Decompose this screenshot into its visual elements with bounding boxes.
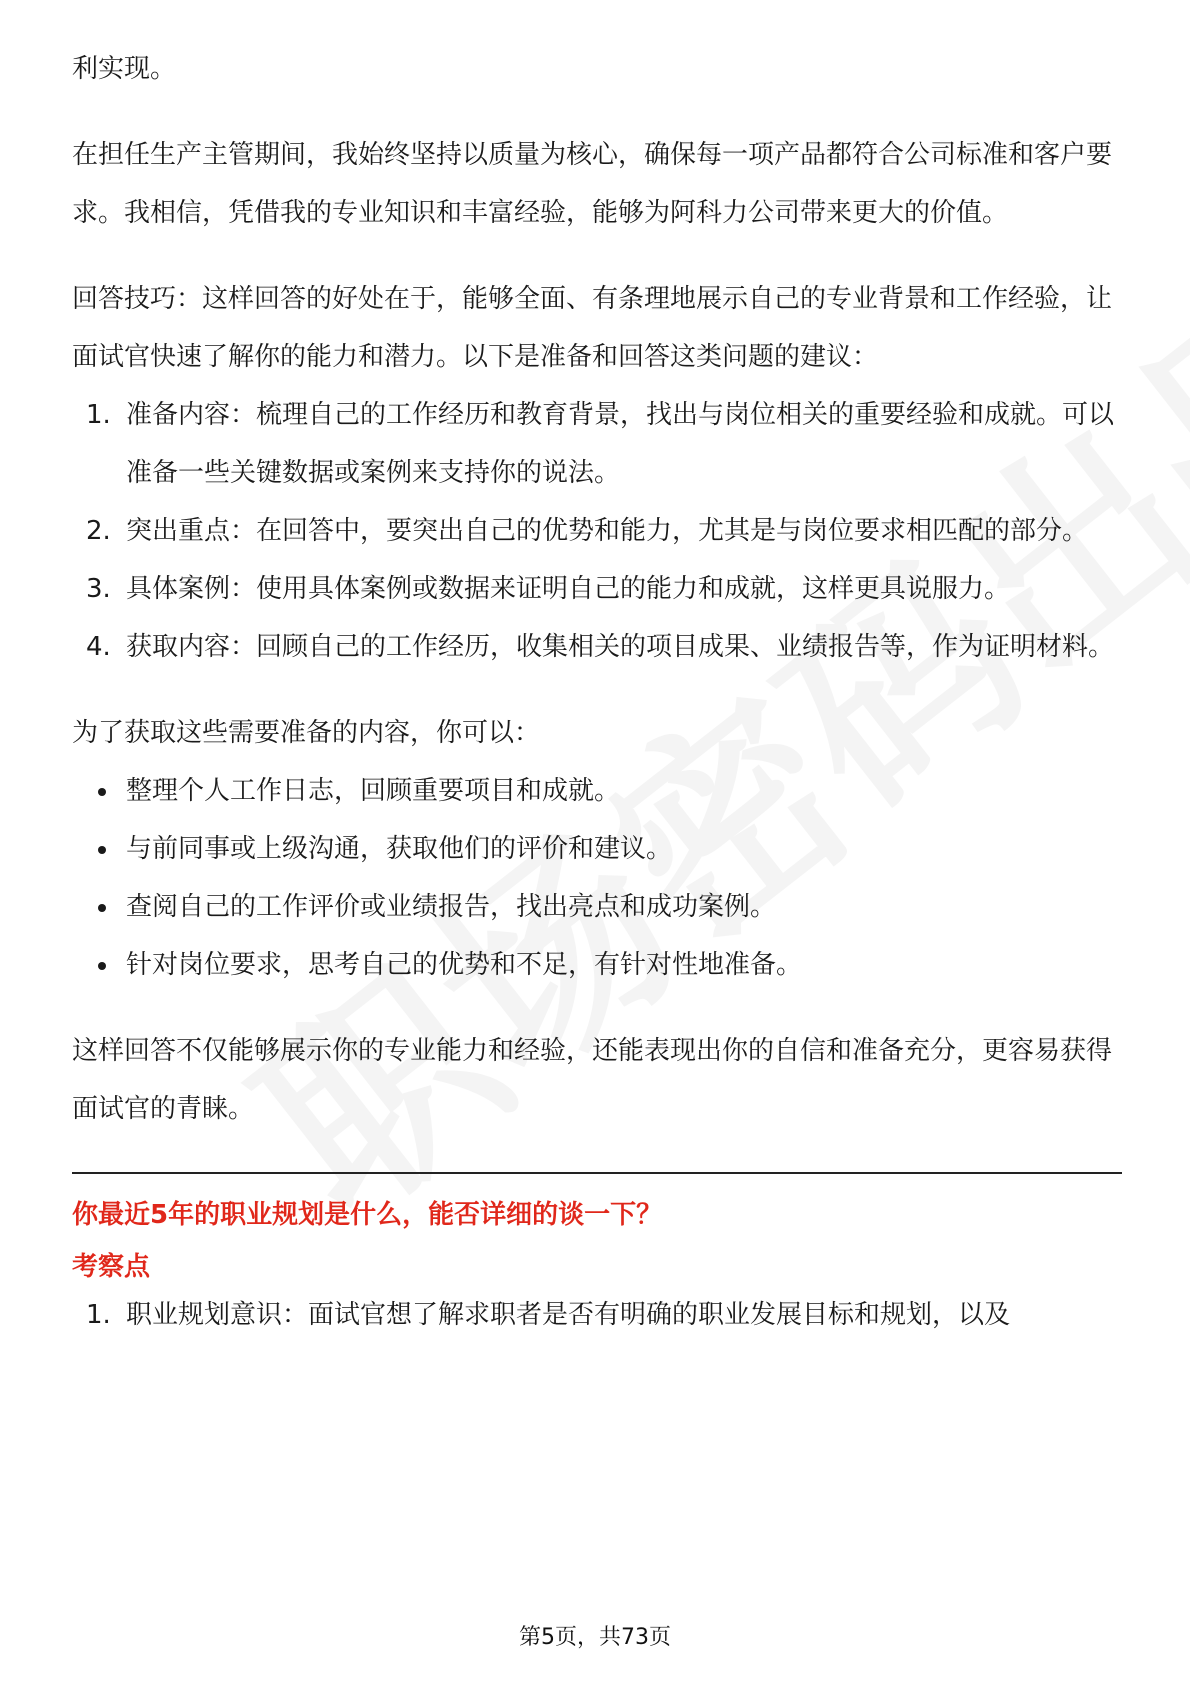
bullet-dot-icon: [98, 904, 106, 912]
bullet-item: [72, 762, 1122, 820]
page-footer: 第5页，共73页: [519, 1625, 671, 1650]
focus-points-list: [72, 1286, 1122, 1344]
bullet-item-text: 针对岗位要求，思考自己的优势和不足，有针对性地准备。: [126, 950, 803, 980]
list-item: [72, 560, 1122, 618]
bullet-item-text: 查阅自己的工作评价或业绩报告，找出亮点和成功案例。: [126, 892, 777, 922]
list-item-text: 突出重点：在回答中，要突出自己的优势和能力，尤其是与岗位要求相匹配的部分。: [126, 516, 1089, 546]
bullet-dot-icon: [98, 962, 106, 970]
list-item-text: 准备内容：梳理自己的工作经历和教育背景，找出与岗位相关的重要经验和成就。可以准备一些关键数据或案例来支持你的说法。: [126, 400, 1115, 488]
list-item-text: 获取内容：回顾自己的工作经历，收集相关的项目成果、业绩报告等，作为证明材料。: [126, 632, 1115, 662]
conclusion-paragraph: 这样回答不仅能够展示你的专业能力和经验，还能表现出你的自信和准备充分，更容易获得面试官的青睐。: [72, 1036, 1113, 1124]
list-item: [72, 502, 1122, 560]
list-number: 4.: [86, 632, 111, 662]
intro-tail-text: 利实现。: [72, 54, 177, 84]
supervisor-paragraph: 在担任生产主管期间，我始终坚持以质量为核心，确保每一项产品都符合公司标准和客户要求。我相信，凭借我的专业知识和丰富经验，能够为阿科力公司带来更大的价值。: [72, 140, 1113, 228]
tips-paragraph: 回答技巧：这样回答的好处在于，能够全面、有条理地展示自己的专业背景和工作经验，让面试官快速了解你的能力和潜力。以下是准备和回答这类问题的建议：: [72, 284, 1113, 372]
bullet-item-text: 整理个人工作日志，回顾重要项目和成就。: [126, 776, 621, 806]
prepare-bullet-list: [72, 762, 1122, 994]
tips-list: [72, 386, 1122, 676]
list-number: 3.: [86, 574, 111, 604]
bullet-item-text: 与前同事或上级沟通，获取他们的评价和建议。: [126, 834, 673, 864]
bullet-dot-icon: [98, 846, 106, 854]
list-number: 2.: [86, 516, 111, 546]
subheading-focus-points: 考察点: [72, 1252, 151, 1282]
list-item: [72, 1286, 1122, 1344]
question-heading: 你最近5年的职业规划是什么，能否详细的谈一下？: [72, 1200, 663, 1230]
list-number: 1.: [86, 1300, 111, 1330]
bullet-item: [72, 820, 1122, 878]
bullet-item: [72, 936, 1122, 994]
list-number: 1.: [86, 400, 111, 430]
document-page: [72, 40, 1122, 1344]
list-item-text: 职业规划意识：面试官想了解求职者是否有明确的职业发展目标和规划，以及: [126, 1300, 1011, 1330]
bullet-dot-icon: [98, 788, 106, 796]
section-divider: [72, 1172, 1122, 1174]
prepare-paragraph: 为了获取这些需要准备的内容，你可以：: [72, 718, 541, 748]
list-item: [72, 386, 1122, 502]
list-item-text: 具体案例：使用具体案例或数据来证明自己的能力和成就，这样更具说服力。: [126, 574, 1011, 604]
bullet-item: [72, 878, 1122, 936]
list-item: [72, 618, 1122, 676]
